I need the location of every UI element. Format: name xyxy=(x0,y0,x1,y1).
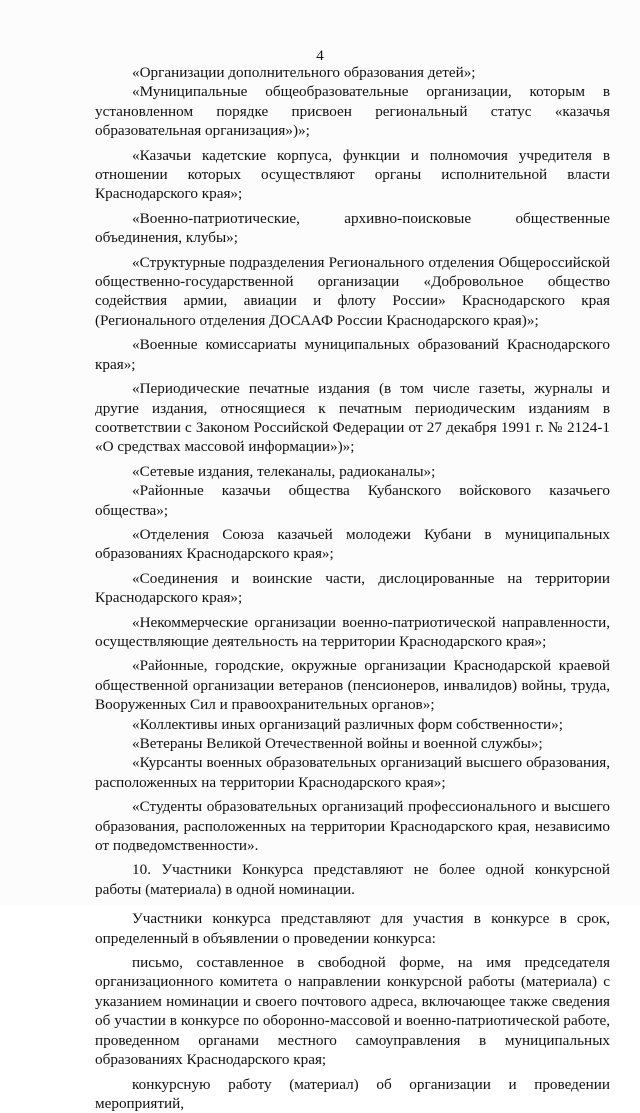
page-number: 4 xyxy=(0,47,640,65)
paragraph: «Казачьи кадетские корпуса, функции и полномочия учредителя в отношении которых осуществляют органы исполнительной власти Краснодарского края»; xyxy=(95,146,610,204)
paragraph: «Военно-патриотические, архивно-поисковые общественные объединения, клубы»; xyxy=(95,209,610,248)
paragraph: конкурсную работу (материал) об организации и проведении мероприятий, xyxy=(95,1075,610,1113)
paragraph: «Курсанты военных образовательных организаций высшего образования, расположенных на территории Краснодарского края»; xyxy=(95,753,610,792)
paragraph: «Структурные подразделения Регионального отделения Общероссийской общественно-государственной организации «Добровольное общество содействия армии, авиации и флоту России» Краснодарского края (Регионального отделения ДОСААФ России Краснодарского края)»; xyxy=(95,253,610,331)
paragraph: «Сетевые издания, телеканалы, радиоканалы»; xyxy=(95,462,610,481)
paragraph: 10. Участники Конкурса представляют не более одной конкурсной работы (материала) в одной номинации. xyxy=(95,860,610,899)
paragraph: «Студенты образовательных организаций профессионального и высшего образования, расположенных на территории Краснодарского края, независимо от подведомственности». xyxy=(95,797,610,855)
paragraph: «Некоммерческие организации военно-патриотической направленности, осуществляющие деятельность на территории Краснодарского края»; xyxy=(95,613,610,652)
paragraph: «Районные казачьи общества Кубанского войскового казачьего общества»; xyxy=(95,481,610,520)
paragraph: «Коллективы иных организаций различных форм собственности»; xyxy=(95,715,610,734)
paragraph: Участники конкурса представляют для участия в конкурсе в срок, определенный в объявлении о проведении конкурса: xyxy=(95,909,610,948)
paragraph: «Военные комиссариаты муниципальных образований Краснодарского края»; xyxy=(95,335,610,374)
paragraph: «Ветераны Великой Отечественной войны и военной службы»; xyxy=(95,734,610,753)
paragraph: «Периодические печатные издания (в том числе газеты, журналы и другие издания, относящиеся к печатным периодическим изданиям в соответствии с Законом Российской Федерации от 27 декабря 1991 г. № 2124-1 «О средствах массовой информации»)»; xyxy=(95,379,610,457)
paragraph: «Соединения и воинские части, дислоцированные на территории Краснодарского края»; xyxy=(95,569,610,608)
paragraph: «Муниципальные общеобразовательные организации, которым в установленном порядке присвоен региональный статус «казачья образовательная организация»)»; xyxy=(95,82,610,140)
paragraph: «Районные, городские, окружные организации Краснодарской краевой общественной организации ветеранов (пенсионеров, инвалидов) войны, труда, Вооруженных Сил и правоохранительных органов»; xyxy=(95,656,610,714)
paragraph: «Отделения Союза казачьей молодежи Кубани в муниципальных образованиях Краснодарского края»; xyxy=(95,525,610,564)
paragraph: письмо, составленное в свободной форме, на имя председателя организационного комитета о направлении конкурсной работы (материала) с указанием номинации и своего почтового адреса, включающее также сведения об участии в конкурсе по оборонно-массовой и военно-патриотической работе, проведенном органами местного самоуправления в муниципальных образованиях Краснодарского края; xyxy=(95,953,610,1069)
paragraph: «Организации дополнительного образования детей»; xyxy=(95,63,610,82)
document-body xyxy=(95,63,610,1113)
